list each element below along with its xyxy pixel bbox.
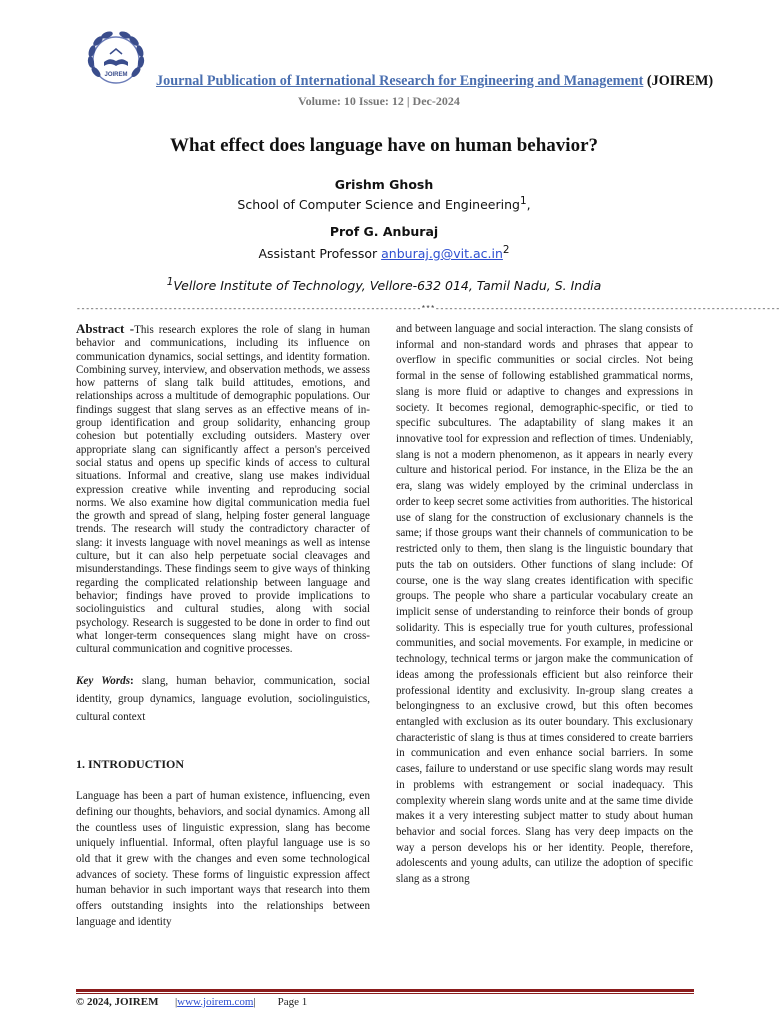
section-divider: ---------------------------------------------------------------------------***--------------------------------------------------------------------------- — [76, 305, 780, 314]
abstract — [76, 322, 370, 656]
logo-text: JOIREM — [104, 72, 128, 78]
volume-issue: Volume: 10 Issue: 12 | Dec-2024 — [298, 94, 460, 108]
introduction-text-right: and between language and social interaction. The slang consists of informal and non-standard words and phrases that appear to overflow in specific communities or social circles. Not being formal in the sense of following established grammatical norms, slang is more fluid or adaptive to changes and expressions in society. It becomes regional, demographic-specific, or tied to specific subcultures. The adaptability of slang makes it an innovative tool for expression and reflection of times. Undeniably, slang is not a modern phenomenon, as it appears in nearly every culture and historical period. For instance, in the Eliza be the an era, slang was widely employed by the criminal underclass in order to keep secret some activities from authorities. The historical use of slang for the construction of exclusionary channels is the same; if those groups want their channels of communication to be restricted only to them, then slang is the linguistic boundary that puts the tab on outsiders. Other functions of slang include: Of course, one is the way slang creates identification with specific groups. The people who share a particular vocabulary create an implicit sense of understanding to reinforce their bonds of group solidarity. This is especially true for youth cultures, professional communities, and social movements. For example, in medicine or technology, technical terms or jargon make the communication of ideas among the professionals efficient but also reinforce their professional identity and exclusivity. In-group slang creates a belongingness to an exclusive crowd, but this often becomes entangled with exclusion as its outer boundary. This exclusionary characteristic of slang is thus at times considered to create barriers in communication and even enhance social barriers. In some cases, failure to understand or use specific slang words may result in problems with estrangement or social inadequacy. This complexity wherein slang words unite and at the same time divide makes it a very interesting subject matter to study about human behavior and social forces. Slang has very deep impacts on the way a person develops his or her identity. People, therefore, adolescents and young adults, can utilize the adoption of specific slang as a strong — [396, 323, 693, 886]
footer-copyright: © 2024, JOIREM — [76, 996, 159, 1008]
keywords-text: slang, human behavior, communication, social identity, group dynamics, language evolution, sociolinguistics, cultural context — [76, 675, 370, 724]
journal-name-link[interactable]: Journal Publication of International Research for Engineering and Management — [156, 73, 644, 89]
abstract-text: This research explores the role of slang in human behavior and communications, including its influence on communication dynamics, social settings, and identity formation. Combining survey, interview, and observation methods, we assess how patterns of slang talk build attitudes, emotions, and relationships across a multitude of demographic populations. Our findings suggest that slang serves as an effective means of in-group identification and group solidarity, enhancing group cohesion but potentially excluding outsiders. Mastery over appropriate slang can significantly affect a person's perceived social status and opens up specific kinds of access to cultural situations. Informal and creative, slang use makes individual expression creative while inventing and reproducing social norms. We also examine how digital communication media fuel the growth and spread of slang, helping foster general language trends. The research will study the contradictory character of slang: it invests language with novel meanings as well as intense culture, but it can also help perpetuate social cleavages and misunderstandings. These findings seem to give ways of thinking regarding the complicated relationship between language and behavior; findings have proved to provide implications to sociolinguistics and cultural studies, along with social psychology. Research is suggested to be done in order to find out what longer-term consequences slang might have on cross-cultural communication and cognitive processes. — [76, 324, 370, 656]
footer-rule-thin — [76, 993, 694, 994]
author-2-email-link[interactable]: anburaj.g@vit.ac.in — [381, 246, 503, 262]
footer-page-number: Page 1 — [277, 996, 308, 1008]
right-column — [396, 322, 693, 888]
institution: $^1$Vellore Institute of Technology, Vellore-632 014, Tamil Nadu, S. India — [166, 276, 602, 294]
keywords: Key Words: slang, human behavior, communication, social identity, group dynamics, language evolution, sociolinguistics, cultural context — [76, 675, 370, 724]
introduction-text-left: Language has been a part of human existence, influencing, even defining our thoughts, behaviors, and social dynamics. Among all the countless uses of linguistic expression, slang has become uniquely influential. Informal, often playful language use is so old that it grew with the changes and even some technological advances of society. These forms of linguistic expression affect human behavior in such important ways that research into them offers outstanding insights into the relationships between language and identity — [76, 790, 370, 928]
footer-website-link[interactable]: www.joirem.com — [177, 996, 254, 1008]
author-2-name: Prof G. Anburaj — [329, 224, 439, 239]
footer-rule-thick — [76, 989, 694, 992]
abstract-label: Abstract - — [76, 321, 135, 336]
left-column — [76, 322, 370, 930]
author-2-affiliation: Assistant Professor $anburaj.g@vit.ac.in^2$ — [258, 244, 510, 262]
journal-header — [156, 73, 713, 90]
keywords-label: Key Words — [76, 675, 131, 688]
page-footer: © 2024, JOIREM |www.joirem.com| Page 1 — [76, 996, 308, 1008]
author-1-name: Grishm Ghosh — [334, 177, 434, 192]
journal-abbr: (JOIREM) — [646, 73, 714, 89]
paper-title: What effect does language have on human behavior? — [169, 135, 599, 156]
author-1-affiliation: School of Computer Science and Engineering$^1$, — [237, 195, 531, 213]
journal-logo — [82, 26, 150, 94]
section-heading-introduction: 1. INTRODUCTION — [76, 757, 185, 772]
